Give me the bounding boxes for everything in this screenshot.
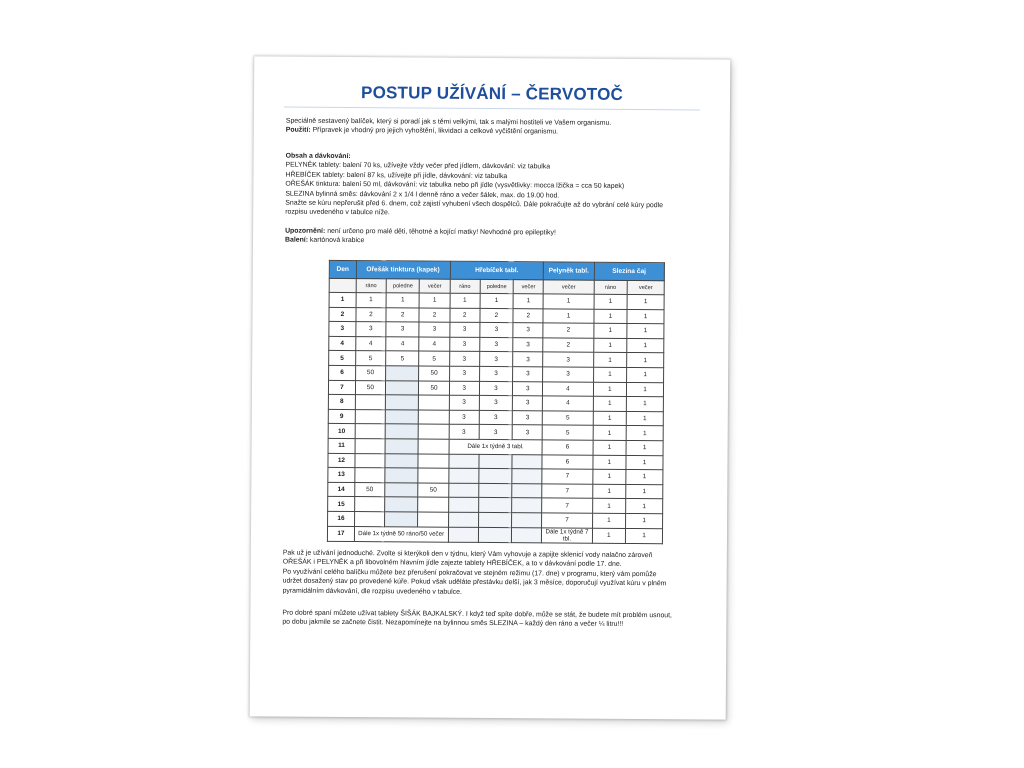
header-pelynek: Pelyněk tabl. [544,262,594,280]
cell-pelynek-vecer: 5 [542,425,592,440]
sleep-section [282,609,702,631]
cell-hrebicek-vecer [512,513,542,528]
usage-after-section [283,549,703,599]
cell-oresak-vecer: 5 [419,351,449,366]
cell-oresak-rano: 4 [356,336,386,351]
cell-hrebicek-rano [448,483,478,498]
cell-hrebicek-vecer: 3 [513,367,543,382]
cell-slezina-rano: 1 [593,323,627,338]
cell-oresak-vecer: 50 [419,366,449,381]
cell-day: 1 [329,292,356,307]
cell-slezina-vecer: 1 [626,397,663,412]
header-hrebicek: Hřebíček tabl. [450,261,544,280]
cell-hrebicek-rano: 3 [449,322,479,337]
cell-oresak-rano [355,424,385,439]
cell-slezina-vecer: 1 [626,411,663,426]
subheader-empty [329,278,356,292]
cell-oresak-poledne [385,439,419,454]
cell-oresak-vecer [418,512,448,527]
cell-hrebicek-vecer [512,469,542,484]
subheader-rano: ráno [450,279,480,293]
contents-section [285,152,705,221]
cell-pelynek-vecer: 3 [543,352,593,367]
cell-hrebicek-poledne: 3 [479,396,513,411]
cell-hrebicek-rano: 3 [449,410,479,425]
cell-hrebicek-poledne [479,469,513,484]
cell-oresak-poledne: 4 [386,337,420,352]
cell-oresak-vecer: 4 [419,337,449,352]
contents-line: Snažte se kúru nepřerušit před 6. dnem, což zajistí vyhubení všech dospělců. Dále pokračujte až do vybrání celé kúry podle [285,199,663,210]
cell-hrebicek-vecer: 1 [513,294,543,309]
after-line: Po využívání celého balíčku můžete bez přerušení pokračovat ve stejném režimu (17. dne) v programu, který vám pomůže [282,568,657,578]
warning-section [285,227,705,249]
cell-hrebicek-vecer: 3 [513,381,543,396]
header-oresak: Ořešák tinktura (kapek) [356,261,450,280]
cell-pelynek-vecer: 7 [542,469,592,484]
warning-text: není určeno pro malé děti, těhotné a kojící matky! Nevhodné pro epileptiky! [325,227,556,237]
cell-oresak-poledne [385,366,419,381]
dosage-table-body [327,292,664,543]
cell-day: 4 [329,336,356,351]
cell-oresak-rano: 50 [355,380,385,395]
cell-hrebicek-rano [449,454,479,469]
cell-slezina-rano: 1 [594,309,628,324]
intro-text: Speciálně sestavený balíček, který si poradí jak s těmi velkými, tak s malými hostiteli ve Vašem organismu. [285,117,612,127]
cell-slezina-vecer: 1 [627,309,664,324]
cell-hrebicek-vecer: 3 [512,410,542,425]
cell-hrebicek-vecer [512,483,542,498]
cell-pelynek-vecer: 4 [543,381,593,396]
cell-oresak-rano: 2 [356,307,386,322]
cell-slezina-vecer: 1 [626,470,663,485]
cell-hrebicek-poledne: 3 [479,366,513,381]
cell-oresak-vecer: 50 [418,483,448,498]
cell-oresak-poledne [385,380,419,395]
cell-oresak-rano [355,409,385,424]
cell-oresak-vecer [418,439,448,454]
cell-oresak-poledne: 3 [386,322,420,337]
cell-slezina-vecer: 1 [627,338,664,353]
cell-oresak-poledne [385,424,419,439]
cell-slezina-vecer: 1 [627,353,664,368]
cell-hrebicek-rano: 3 [449,381,479,396]
cell-pelynek-vecer: 5 [543,411,593,426]
cell-pelynek-note: Dále 1x týdně 7 tbl. [542,527,592,542]
sleep-line: po dobu jakmile se začnete čistit. Nezapomínejte na bylinnou směs SLEZINA – každý den ráno a večer ¼ litru!!! [282,618,624,629]
cell-hrebicek-rano: 3 [449,337,479,352]
cell-day: 8 [328,395,355,410]
cell-hrebicek-rano: 3 [449,352,479,367]
cell-hrebicek-rano [448,468,478,483]
cell-slezina-vecer: 1 [626,455,663,470]
cell-slezina-rano: 1 [592,484,626,499]
cell-pelynek-vecer: 1 [543,308,593,323]
subheader-vecer: večer [544,280,594,294]
cell-slezina-rano: 1 [593,367,627,382]
cell-slezina-vecer: 1 [626,484,663,499]
cell-oresak-vecer [418,497,448,512]
contents-heading: Obsah a dávkování: [285,152,351,161]
cell-pelynek-vecer: 3 [543,367,593,382]
cell-hrebicek-rano: 2 [450,308,480,323]
cell-hrebicek-note: Dále 1x týdně 3 tabl. [449,439,543,454]
cell-hrebicek-poledne [479,454,513,469]
cell-pelynek-vecer: 7 [542,513,592,528]
cell-oresak-rano [355,438,385,453]
use-line [286,126,706,138]
sleep-line: Pro dobré spaní můžete užívat tablety ŠIŠÁK BAJKALSKÝ. I když teď spíte dobře, může se stát, že budete mít problém usnout, [282,609,672,620]
subheader-poledne: poledne [386,279,420,293]
cell-slezina-rano: 1 [593,396,627,411]
cell-slezina-vecer: 1 [627,324,664,339]
cell-oresak-rano: 1 [356,293,386,308]
after-line: pyramidálním dávkování, dle rozpisu uvedeného v tabulce. [282,587,462,596]
cell-hrebicek-poledne: 3 [479,337,513,352]
cell-slezina-rano: 1 [592,469,626,484]
cell-slezina-vecer: 1 [626,528,663,543]
cell-oresak-poledne [384,512,418,527]
cell-oresak-rano: 50 [355,482,385,497]
cell-hrebicek-rano: 1 [450,293,480,308]
cell-oresak-vecer: 3 [419,322,449,337]
cell-day: 17 [327,526,354,541]
use-text: Přípravek je vhodný pro jejich vyhoštění, likvidaci a celkové vyčištění organismu. [310,127,559,136]
cell-day: 7 [328,380,355,395]
cell-hrebicek-rano: 3 [449,425,479,440]
cell-oresak-rano: 5 [355,351,385,366]
cell-hrebicek-poledne: 1 [480,293,514,308]
contents-line: OŘEŠÁK tinktura: balení 50 ml, dávkování: viz tabulka nebo při jídle (vysvětlivky: mocca lžička = cca 50 kapek) [285,180,625,191]
cell-hrebicek-vecer: 3 [513,337,543,352]
cell-hrebicek-vecer [512,527,542,542]
page-title: POSTUP UŽÍVÁNÍ – ČERVOTOČ [361,83,624,104]
cell-hrebicek-poledne [478,498,512,513]
cell-day: 2 [329,307,356,322]
cell-hrebicek-vecer [512,454,542,469]
cell-day: 5 [329,351,356,366]
cell-pelynek-vecer: 2 [543,323,593,338]
cell-oresak-rano: 3 [356,322,386,337]
cell-oresak-vecer: 50 [419,381,449,396]
cell-oresak-rano [355,453,385,468]
cell-oresak-vecer: 2 [419,308,449,323]
cell-slezina-rano: 1 [592,528,626,543]
cell-slezina-vecer: 1 [626,499,663,514]
after-line: udržet dosažený stav po provedené kúře. Pokud však uděláte přestávku delší, jak 3 měsíce, doporučují využívat kúru v plném [282,577,667,588]
cell-oresak-vecer [419,410,449,425]
cell-oresak-poledne: 5 [386,351,420,366]
cell-day: 13 [328,467,355,482]
cell-oresak-poledne: 1 [386,293,420,308]
table-row [327,526,662,543]
cell-oresak-vecer [419,395,449,410]
use-label: Použití: [285,126,311,135]
contents-line: PELYNĚK tablety: balení 70 ks, užívejte vždy večer před jídlem, dávkování: viz tabulka [285,161,551,171]
cell-oresak-vecer [418,454,448,469]
cell-hrebicek-poledne: 3 [479,425,513,440]
cell-oresak-poledne [385,497,419,512]
cell-slezina-vecer: 1 [626,513,663,528]
header-slezina: Slezina čaj [594,262,665,280]
subheader-vecer: večer [513,280,543,294]
cell-day: 16 [328,511,355,526]
cell-pelynek-vecer: 7 [542,484,592,499]
subheader-poledne: poledne [480,279,514,293]
cell-oresak-poledne [385,395,419,410]
cell-oresak-rano [354,497,384,512]
cell-hrebicek-poledne [478,483,512,498]
cell-day: 9 [328,409,355,424]
cell-day: 10 [328,424,355,439]
cell-oresak-rano: 50 [355,366,385,381]
cell-hrebicek-rano [448,498,478,513]
cell-slezina-vecer: 1 [627,367,664,382]
subheader-vecer: večer [627,280,664,294]
cell-hrebicek-vecer: 3 [513,352,543,367]
cell-slezina-rano: 1 [593,382,627,397]
cell-pelynek-vecer: 6 [542,440,592,455]
cell-hrebicek-poledne: 3 [480,323,514,338]
packaging-label: Balení: [285,236,309,245]
cell-day: 3 [329,322,356,337]
cell-oresak-poledne [385,453,419,468]
cell-oresak-poledne: 2 [386,307,420,322]
cell-slezina-rano: 1 [592,513,626,528]
cell-hrebicek-poledne [478,527,512,542]
cell-slezina-rano: 1 [593,455,627,470]
cell-oresak-rano [355,395,385,410]
contents-line: HŘEBÍČEK tablety: balení 87 ks, užívejte při jídle, dávkování: viz tabulka [285,171,508,180]
cell-hrebicek-poledne: 2 [480,308,514,323]
cell-slezina-rano: 1 [593,411,627,426]
cell-hrebicek-vecer: 3 [513,396,543,411]
subheader-rano: ráno [356,279,386,293]
cell-day: 15 [328,497,355,512]
cell-day: 6 [329,365,356,380]
cell-oresak-poledne [385,482,419,497]
cell-hrebicek-rano [448,527,478,542]
cell-hrebicek-poledne: 3 [479,410,513,425]
cell-hrebicek-vecer: 3 [512,425,542,440]
cell-hrebicek-rano: 3 [449,366,479,381]
contents-line: rozpisu uvedeného v tabulce níže. [285,209,390,217]
cell-oresak-rano [355,468,385,483]
cell-oresak-poledne [385,468,419,483]
cell-pelynek-vecer: 7 [542,498,592,513]
title-divider [284,107,700,111]
cell-slezina-vecer: 1 [626,440,663,455]
cell-oresak-poledne [385,410,419,425]
cell-oresak-rano [354,511,384,526]
cell-pelynek-vecer: 2 [543,338,593,353]
cell-hrebicek-rano: 3 [449,395,479,410]
cell-day: 14 [328,482,355,497]
contents-line: SLEZINA bylinná směs: dávkování 2 x 1/4 l denně ráno a večer šálek, max. do 19.00 hod. [285,190,560,200]
cell-hrebicek-vecer [512,498,542,513]
document-page [250,56,731,719]
subheader-vecer: večer [420,279,450,293]
cell-pelynek-vecer: 4 [543,396,593,411]
subheader-rano: ráno [594,280,628,294]
cell-oresak-vecer: 1 [419,293,449,308]
dosage-table-wrapper [327,260,665,544]
intro-section [286,117,706,139]
cell-day: 12 [328,453,355,468]
cell-slezina-rano: 1 [592,499,626,514]
header-day: Den [329,260,356,278]
cell-oresak-note: Dále 1x týdně 50 ráno/50 večer [354,526,448,542]
cell-day: 11 [328,438,355,453]
cell-hrebicek-vecer: 3 [513,323,543,338]
cell-oresak-vecer [418,468,448,483]
cell-slezina-rano: 1 [593,426,627,441]
after-line: OŘEŠÁK i PELYNĚK a při libovolném hlavním jídle zajezte tablety HŘEBÍČEK, a to v dávkování podle 17. dne. [282,558,622,569]
warning-label: Upozornění: [285,227,326,235]
cell-slezina-rano: 1 [594,294,628,309]
cell-slezina-vecer: 1 [627,294,664,309]
cell-pelynek-vecer: 6 [542,454,592,469]
cell-pelynek-vecer: 1 [543,294,593,309]
packaging-line [285,236,705,248]
cell-slezina-vecer: 1 [627,382,664,397]
dosage-table [327,260,665,544]
cell-hrebicek-poledne: 3 [479,381,513,396]
cell-hrebicek-vecer: 2 [513,308,543,323]
cell-slezina-rano: 1 [593,338,627,353]
cell-slezina-vecer: 1 [626,426,663,441]
cell-oresak-vecer [419,424,449,439]
cell-slezina-rano: 1 [593,440,627,455]
cell-hrebicek-rano [448,512,478,527]
cell-hrebicek-poledne: 3 [479,352,513,367]
cell-hrebicek-poledne [478,512,512,527]
cell-slezina-rano: 1 [593,353,627,368]
after-line: Pak už je užívání jednoduché. Zvolte si kterýkoli den v týdnu, který Vám vyhovuje a zapijte sklenicí vody nalačno zároveň [282,549,653,560]
packaging-text: kartónová krabice [307,237,365,245]
